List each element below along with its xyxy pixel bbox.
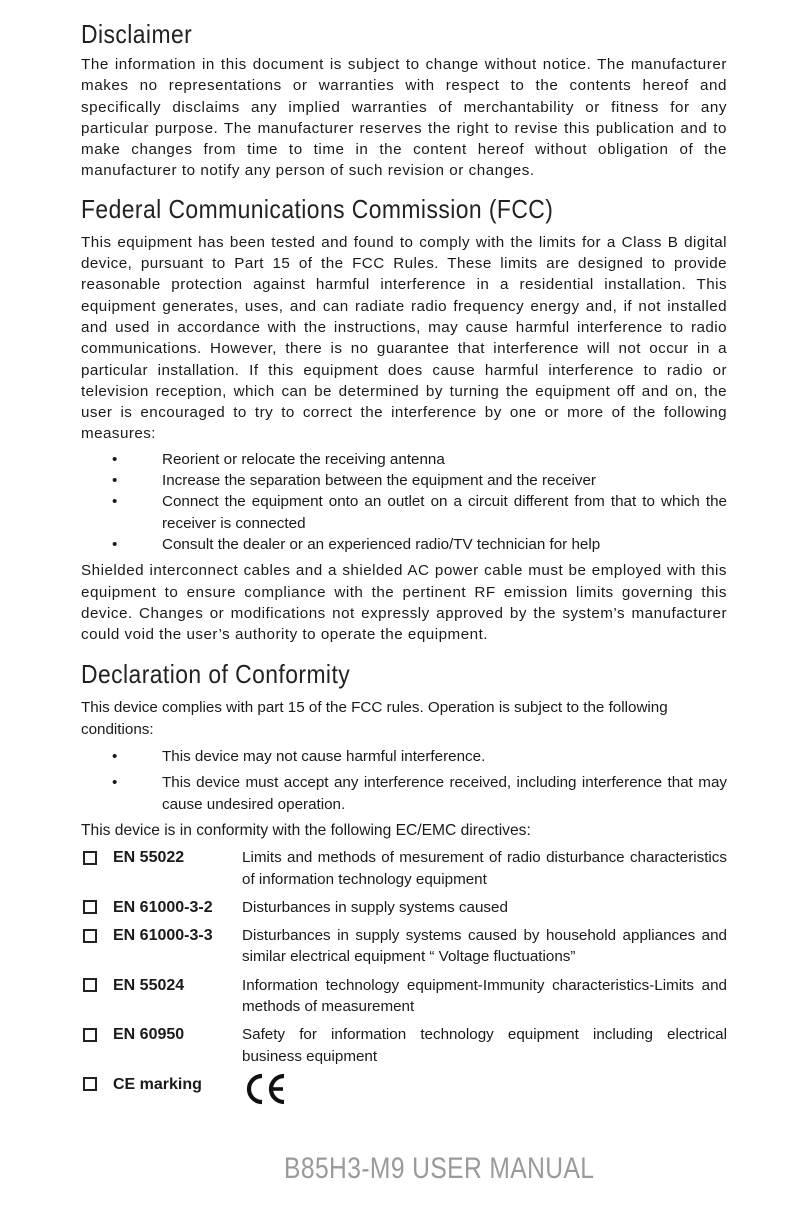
fcc-heading: Federal Communications Commission (FCC) bbox=[81, 193, 554, 224]
bullet-icon: • bbox=[112, 774, 118, 792]
fcc-body: This equipment has been tested and found to comply with the limits for a Class B digital device, pursuant to Part 15 of the FCC Rules. These limits are designed to provide reasonable protection against harmful interference in a residential installation. This equipment generates, uses, and can radiate radio frequency energy and, if not installed and used in accordance with the instructions, may cause harmful interference to radio communications. However, there is no guarantee that interference will not occur in a particular installation. If this equipment does cause harmful interference to radio or television reception, which can be determined by turning the equipment off and on, the user is encouraged to try to correct the interference by one or more of the following measures: bbox=[81, 233, 727, 443]
list-item: • Consult the dealer or an experienced radio/TV technician for help bbox=[81, 534, 727, 555]
checkbox-square-icon bbox=[83, 1028, 97, 1042]
disclaimer-heading: Disclaimer bbox=[81, 19, 193, 49]
declaration-conditions-list bbox=[81, 746, 727, 815]
standard-code: EN 60950 bbox=[113, 1026, 185, 1044]
list-item: • Reorient or relocate the receiving antenna bbox=[81, 449, 727, 470]
ce-marking-label: CE marking bbox=[113, 1075, 202, 1093]
declaration-heading: Declaration of Conformity bbox=[81, 659, 351, 690]
standard-description: Disturbances in supply systems caused bbox=[242, 898, 508, 916]
checkbox-square-icon bbox=[83, 929, 97, 943]
bullet-icon: • bbox=[112, 472, 118, 490]
fcc-section bbox=[81, 191, 727, 646]
standard-code: EN 55022 bbox=[113, 849, 185, 867]
standard-row bbox=[81, 1074, 727, 1112]
disclaimer-section bbox=[81, 16, 727, 182]
standard-row bbox=[81, 1024, 727, 1067]
list-item: • Increase the separation between the equipment and the receiver bbox=[81, 470, 727, 491]
manual-title: B85H3-M9 USER MANUAL bbox=[283, 1152, 595, 1185]
standard-row bbox=[81, 975, 727, 1018]
standard-description: Safety for information technology equipment including electrical business equipment bbox=[242, 1026, 727, 1065]
standard-row bbox=[81, 925, 727, 968]
standard-description: Disturbances in supply systems caused by household appliances and similar electrical equipment “ Voltage fluctuations” bbox=[242, 927, 727, 966]
checkbox-square-icon bbox=[83, 978, 97, 992]
declaration-body: This device complies with part 15 of the FCC rules. Operation is subject to the following conditions: bbox=[81, 699, 668, 738]
bullet-icon: • bbox=[112, 535, 118, 553]
list-item: • Connect the equipment onto an outlet on a circuit different from that to which the receiver is connected bbox=[112, 493, 727, 532]
checkbox-square-icon bbox=[83, 851, 97, 865]
checkbox-square-icon bbox=[83, 900, 97, 914]
ce-mark-icon bbox=[242, 1072, 292, 1106]
fcc-measures-list bbox=[81, 449, 727, 555]
standard-description: Limits and methods of mesurement of radio disturbance characteristics of information technology equipment bbox=[242, 849, 727, 888]
checkbox-square-icon bbox=[83, 1077, 97, 1091]
bullet-icon: • bbox=[112, 493, 118, 511]
list-item: • This device may not cause harmful interference. bbox=[81, 746, 727, 767]
bullet-icon: • bbox=[112, 450, 118, 468]
standard-row bbox=[81, 847, 727, 890]
standards-list bbox=[81, 847, 727, 1112]
directives-intro: This device is in conformity with the following EC/EMC directives: bbox=[81, 821, 531, 839]
bullet-icon: • bbox=[112, 748, 118, 766]
disclaimer-body: The information in this document is subject to change without notice. The manufacturer makes no representations or warranties with respect to the contents hereof and specifically disclaims any implied warranties of merchantability or fitness for any particular purpose. The manufacturer reserves the right to revise this publication and to make changes from time to time in the content hereof without obligation of the manufacturer to notify any person of such revision or changes. bbox=[81, 56, 727, 180]
standard-code: EN 61000-3-2 bbox=[113, 898, 213, 916]
standard-description: Information technology equipment-Immunity characteristics-Limits and methods of measurement bbox=[242, 976, 727, 1015]
document-page bbox=[81, 16, 727, 1119]
standard-code: EN 55024 bbox=[113, 976, 185, 994]
page-footer bbox=[0, 1152, 808, 1186]
declaration-section bbox=[81, 656, 727, 1112]
standard-code: EN 61000-3-3 bbox=[113, 927, 213, 945]
fcc-closing: Shielded interconnect cables and a shielded AC power cable must be employed with this equipment to ensure compliance with the pertinent RF emission limits governing this device. Changes or modifications not expressly approved by the system’s manufacturer could void the user’s authority to operate the equipment. bbox=[81, 562, 727, 644]
standard-row bbox=[81, 897, 727, 918]
list-item: • This device must accept any interference received, including interference that may cause undesired operation. bbox=[112, 774, 727, 813]
